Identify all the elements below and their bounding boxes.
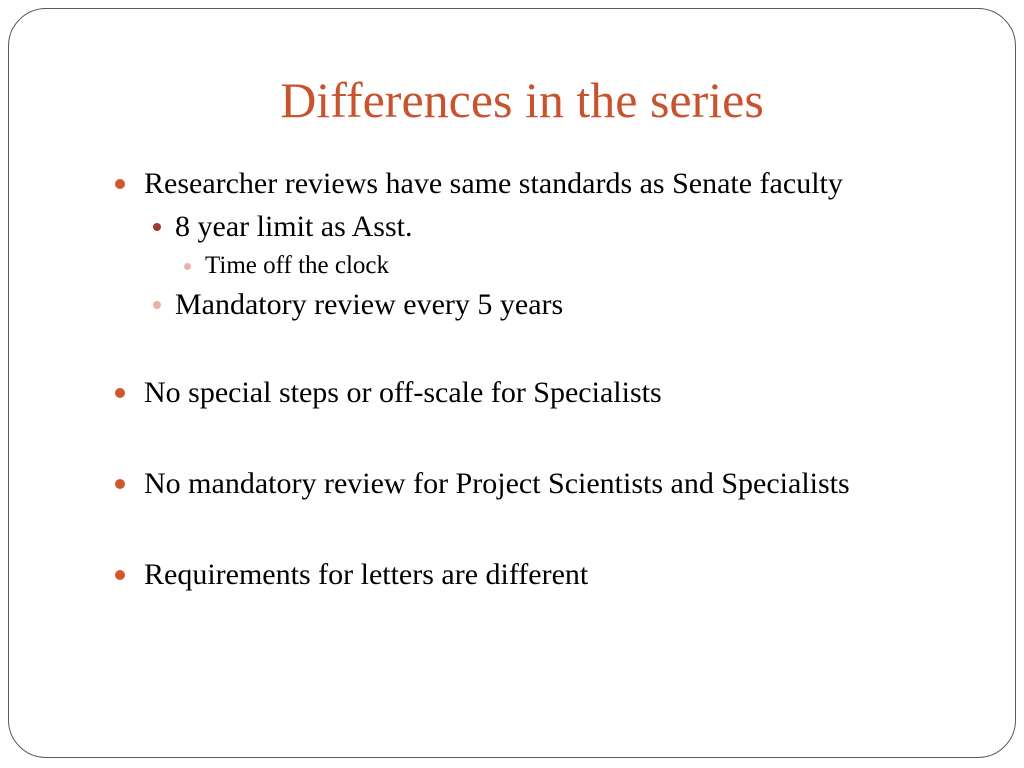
bullet-item bbox=[115, 558, 588, 592]
sub-bullet-item bbox=[153, 288, 563, 322]
bullet-text: Researcher reviews have same standards as Senate faculty bbox=[144, 167, 843, 200]
bullet-dot bbox=[115, 179, 125, 189]
bullet-dot bbox=[115, 479, 125, 489]
bullet-item bbox=[115, 167, 843, 201]
bullet-dot bbox=[153, 301, 161, 309]
bullet-text: No special steps or off-scale for Specialists bbox=[144, 376, 662, 409]
bullet-dot bbox=[184, 263, 191, 270]
sub-sub-bullet-text: Time off the clock bbox=[205, 252, 390, 279]
sub-sub-bullet-item bbox=[184, 249, 389, 283]
bullet-dot bbox=[115, 570, 125, 580]
slide-title: Differences in the series bbox=[280, 72, 764, 128]
bullet-item bbox=[115, 376, 662, 410]
bullet-dot bbox=[115, 388, 125, 398]
bullet-dot bbox=[153, 223, 161, 231]
sub-bullet-text: 8 year limit as Asst. bbox=[175, 210, 413, 243]
sub-bullet-item bbox=[153, 210, 412, 244]
sub-bullet-text: Mandatory review every 5 years bbox=[175, 288, 564, 321]
bullet-text: No mandatory review for Project Scientists and Specialists bbox=[144, 467, 850, 500]
bullet-text: Requirements for letters are different bbox=[144, 558, 589, 591]
bullet-item bbox=[115, 467, 850, 501]
